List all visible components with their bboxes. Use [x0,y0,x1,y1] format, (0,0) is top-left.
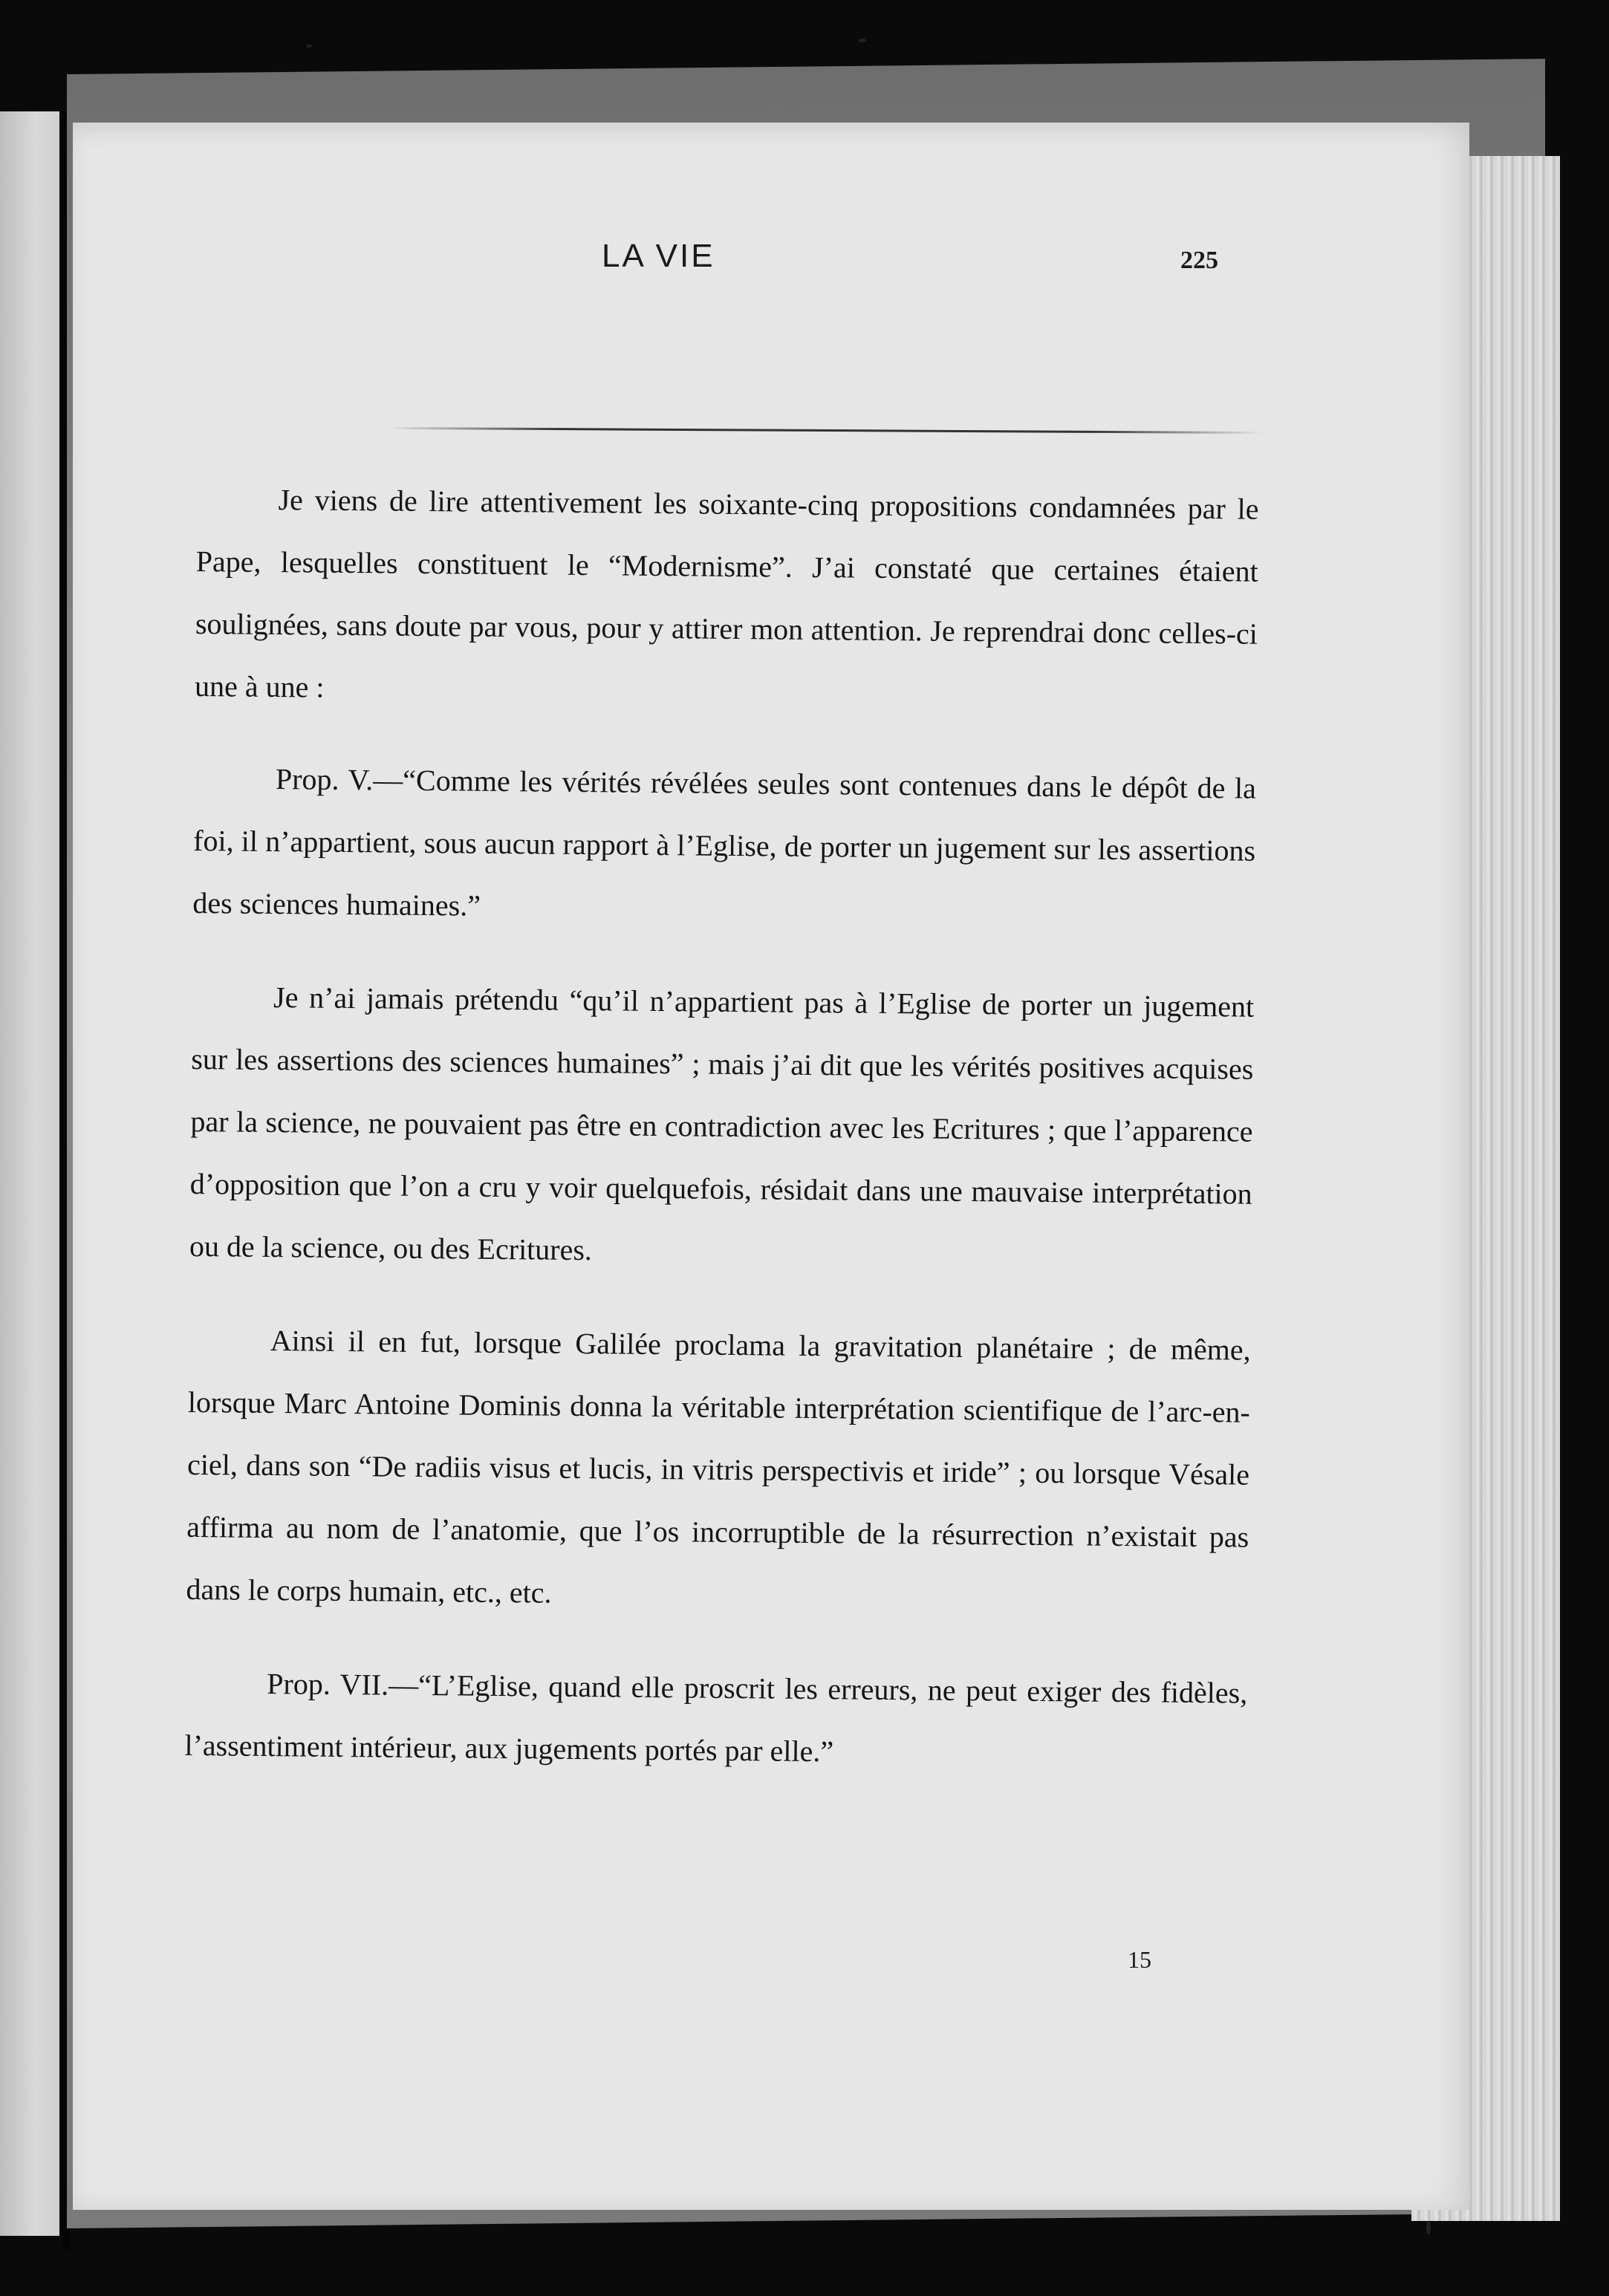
paragraph-prop-v: Prop. V.—“Comme les vérités révélées seules sont contenues dans le dépôt de la foi, il n’appartient, sous aucun rapport à l’Eglise, de porter un jugement sur les assertions des sciences humaines.” [192,762,1257,923]
signature-mark: 15 [1128,1946,1151,1973]
dust-speck [859,39,866,42]
dust-speck [1426,2221,1431,2234]
paragraph-intro: Je viens de lire attentivement les soixante-cinq propositions condamnées par le Pape, lesquelles constituent le “Modernisme”. J’ai constaté que certaines étaient soulignées, sans doute par vous, pour y attirer mon attention. Je reprendrai donc celles-ci une à une : [194,483,1259,704]
page-header [602,238,1218,297]
paragraph-prop-vii: Prop. VII.—“L’Eglise, quand elle proscrit les erreurs, ne peut exiger des fidèles, l’assentiment intérieur, aux jugements portés par elle.” [184,1666,1248,1769]
running-title: LA VIE [602,238,715,274]
dust-speck [306,45,312,48]
body-text [184,468,1259,1818]
paragraph-response: Je n’ai jamais prétendu “qu’il n’appartient pas à l’Eglise de porter un jugement sur les assertions des sciences humaines” ; mais j’ai dit que les vérités positives acquises par la science, ne pouvaient pas être en contradiction avec les Ecritures ; que l’apparence d’opposition que l’on a cru y voir quelquefois, résidait dans une mauvaise interprétation ou de la science, ou des Ecritures. [189,980,1255,1267]
page-number: 225 [1180,247,1218,274]
paragraph-examples: Ainsi il en fut, lorsque Galilée proclama la gravitation planétaire ; de même, lorsque Marc Antoine Dominis donna la véritable interprétation scientifique de l’arc-en-ciel, dans son “De radiis visus et lucis, in vitris perspectivis et iride” ; ou lorsque Vésale affirma au nom de l’anatomie, que l’os incorruptible de la résurrection n’existait pas dans le corps humain, etc., etc. [186,1324,1251,1610]
facing-page-edge [0,111,59,2236]
